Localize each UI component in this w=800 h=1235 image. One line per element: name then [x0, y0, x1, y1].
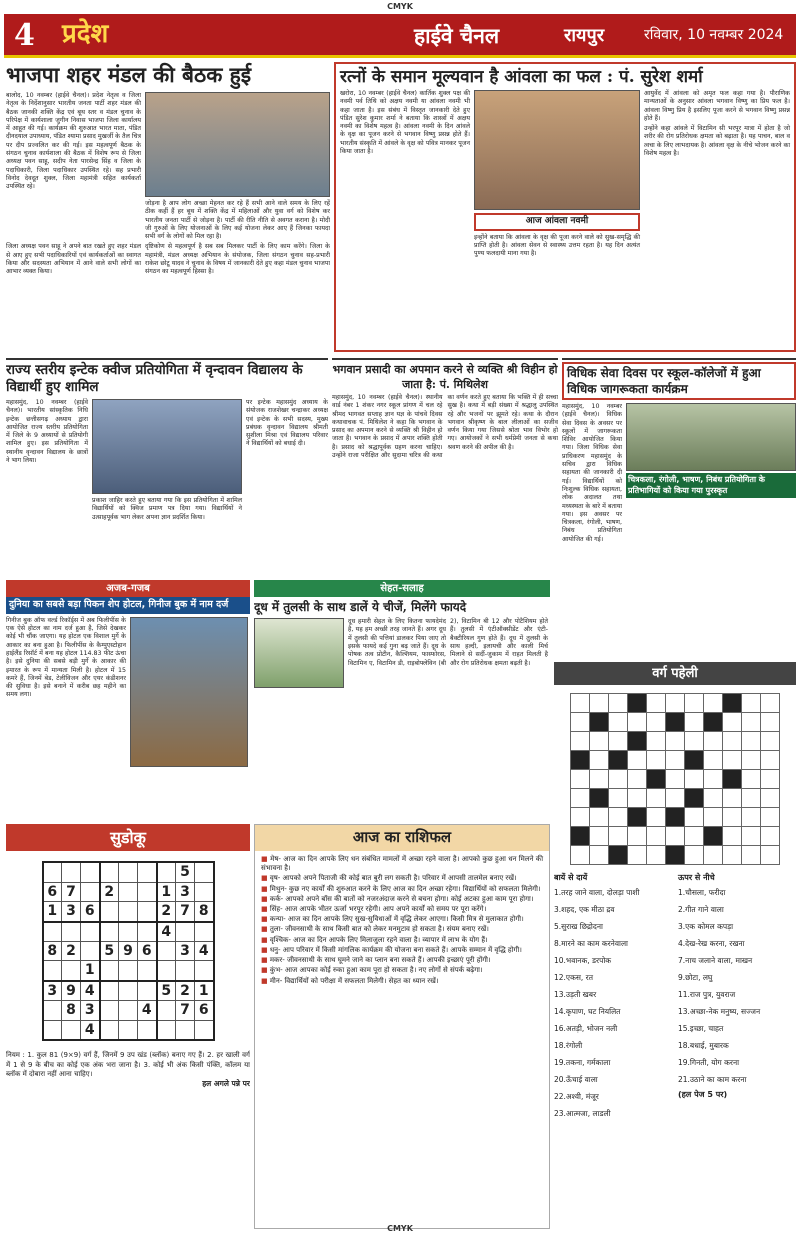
rashifal-section	[254, 824, 550, 1229]
crossword-cell	[647, 846, 666, 865]
sudoku-cell	[195, 961, 214, 981]
sudoku-cell: 1	[195, 981, 214, 1001]
rashi-item: ■ तुला- जीवनसाथी के साथ किसी बात को लेकर मनमुटाव हो सकता है। संयम बनाए रखें।	[261, 925, 543, 934]
crossword-cell	[685, 713, 704, 732]
sudoku-cell	[138, 882, 157, 901]
crossword-cell	[609, 808, 628, 827]
sudoku-cell: 4	[81, 981, 100, 1001]
rashi-item: ■ कन्या- आज का दिन आपके लिए सुख-सुविधाओं में वृद्धि लेकर आएगा। किसी मित्र से मुलाकात होगी।	[261, 915, 543, 924]
crossword-cell	[685, 751, 704, 770]
para: खरोरा, 10 नवम्बर (हाईवे चैनल) कार्तिक शुक्ल पक्ष की नवमी पर्व तिथि को अक्षय नवमी या आंवला नवमी भी कहा जाता है। इस संबंध में विस्तृत जानकारी देते हुए पंडित सुरेश कुमार शर्मा ने बताया कि शास्त्रों में अक्षय नवमी का विशेष महत्व है। आंवला नवमी के दिन आंवले के वृक्ष का पूजन करने से भगवान विष्णु प्रसन्न होते हैं। भारतीय संस्कृति में आंवले के वृक्ष को पवित्र मानकर पूजन किया जाता है।	[340, 90, 470, 156]
sudoku-cell	[43, 1001, 62, 1020]
crossword-cell	[685, 789, 704, 808]
crossword-cell	[609, 827, 628, 846]
crossword-cell	[761, 846, 780, 865]
crossword-clue: 3.शहद, एक मीठा द्रव	[554, 904, 615, 914]
crossword-cell	[761, 751, 780, 770]
sudoku-cell	[157, 1020, 176, 1040]
sudoku-cell	[176, 1020, 195, 1040]
sudoku-cell	[43, 922, 62, 942]
sudoku-cell: 6	[195, 1001, 214, 1020]
crossword-cell	[647, 732, 666, 751]
article-intach-quiz	[6, 358, 328, 576]
crossword-clue: 13.उड़ती खबर	[554, 989, 597, 999]
crossword-cell	[685, 808, 704, 827]
sudoku-cell: 8	[43, 941, 62, 960]
crossword-cell	[647, 751, 666, 770]
crossword-cell	[590, 732, 609, 751]
crossword-clue: 11.राज पुत्र, युवराज	[678, 989, 736, 999]
sudoku-cell: 9	[62, 981, 81, 1001]
crossword-cell	[723, 808, 742, 827]
sudoku-cell: 2	[157, 902, 176, 922]
headline: राज्य स्तरीय इन्टेक क्वीज प्रतियोगिता में वृन्दावन विद्यालय के विद्यार्थी हुए शामिल	[6, 362, 303, 395]
para: आयुर्वेद में आंवला को अमृत फल कहा गया है। पौराणिक मान्यताओं के अनुसार आंवला भगवान विष्णु का प्रिय फल है। आंवला विष्णु प्रिय है इसलिए पूजा करने से भगवान विष्णु प्रसन्न होते हैं।	[644, 90, 790, 122]
crossword-clue: 4.देख-रेख करना, रखना	[678, 938, 745, 948]
crossword-cell	[723, 732, 742, 751]
sudoku-cell: 6	[81, 902, 100, 922]
crossword-clue: 15.इच्छा, चाहत	[678, 1023, 724, 1033]
crossword-clue: 7.नाच जलाने वाला, माखन	[678, 955, 753, 965]
crossword-clue: 22.अश्वी, मंजूर	[554, 1091, 599, 1101]
crossword-cell	[723, 751, 742, 770]
para: पर इन्टेक महासमुंद अध्याय के संयोजक राजशेखर चन्द्राकर अध्यक्ष एवं इन्टेक के सभी सदस्य, मुख्य प्रबंधक वृन्दावन विद्यालय श्रीमती सुशीला मिश्रा एवं विद्यालय परिवार ने विद्यार्थियों को बधाई दी।	[246, 399, 328, 448]
crossword-cell	[647, 808, 666, 827]
rashi-item: ■ कुंभ- आज आपका कोई रुका हुआ काम पूरा हो सकता है। नए लोगों से संपर्क बढ़ेगा।	[261, 966, 543, 975]
crossword-cell	[704, 694, 723, 713]
crossword-cell	[571, 694, 590, 713]
sudoku-cell	[100, 961, 119, 981]
sudoku-cell: 8	[62, 1001, 81, 1020]
crossword-section	[554, 662, 796, 1229]
sudoku-cell	[43, 1020, 62, 1040]
sudoku-footer: हल अगले पन्ने पर	[202, 1079, 250, 1089]
crossword-cell	[609, 713, 628, 732]
sudoku-cell: 2	[100, 882, 119, 901]
crossword-clue: 8.मारने का काम करनेवाला	[554, 938, 628, 948]
sudoku-cell: 2	[176, 981, 195, 1001]
sudoku-cell	[81, 941, 100, 960]
sudoku-cell: 6	[43, 882, 62, 901]
crossword-clue: 19.तकना, गर्मकाला	[554, 1057, 611, 1067]
crossword-cell	[666, 732, 685, 751]
sudoku-cell	[119, 961, 138, 981]
sudoku-cell	[138, 902, 157, 922]
sudoku-cell	[119, 981, 138, 1001]
sudoku-cell	[119, 1020, 138, 1040]
para: जोड़ना है आप लोग अच्छा मेहनत कर रहे हैं सभी आने वाले समय के लिए रहें ठीक कहीं हैं हर बूथ में शक्ति केंद्र में महिलाओं और युवा वर्ग को विशेष कर भारतीय जनता पार्टी से जोड़ना है। पार्टी की रीति नीति से अवगत कराना है। मोदी जी गुरुओं के लिए योजनाओं के लिए कई योजना लेकर आए हैं जिनका फायदा सभी वर्ग के लोगों को मिल रहा है।	[145, 200, 330, 241]
crossword-cell	[590, 808, 609, 827]
crossword-cell	[666, 713, 685, 732]
school-photo	[626, 403, 796, 471]
sudoku-cell: 7	[62, 882, 81, 901]
sudoku-title: सुडोकू	[6, 824, 250, 851]
headline: भाजपा शहर मंडल की बैठक हुई	[6, 62, 252, 87]
rashifal-list	[255, 851, 549, 991]
para: महासमुंद, 10 नवम्बर (हाईवे चैनल)। विधिक सेवा दिवस के अवसर पर स्कूलों में जागरूकता शिविर आयोजित किया गया। जिला विधिक सेवा प्राधिकरण महासमुंद के सचिव द्वारा विधिक सहायता की जानकारी दी गई। विद्यार्थियों को निःशुल्क विधिक सहायता, लोक अदालत तथा मध्यस्थता के बारे में बताया गया। इस अवसर पर चित्रकला, रंगोली, भाषण, निबंध प्रतियोगिता आयोजित की गई।	[562, 403, 622, 543]
crossword-cell	[761, 770, 780, 789]
crossword-cell	[704, 713, 723, 732]
crossword-cell	[704, 846, 723, 865]
sudoku-cell	[138, 922, 157, 942]
sudoku-cell: 3	[81, 1001, 100, 1020]
crossword-clue: 18.बधाई, मुबारक	[678, 1040, 729, 1050]
crossword-clue: 13.अच्छा-नेक मनुष्य, सज्जन	[678, 1006, 761, 1016]
crossword-cell	[723, 827, 742, 846]
sudoku-cell	[138, 981, 157, 1001]
city: रायपुर	[564, 25, 605, 46]
crossword-cell	[704, 827, 723, 846]
sudoku-cell	[176, 922, 195, 942]
headline: भगवान प्रसादी का अपमान करने से व्यक्ति श्री विहीन हो जाता है: पं. मिथिलेश	[332, 363, 558, 391]
crossword-title: वर्ग पहेली	[554, 662, 796, 685]
crossword-cell	[704, 808, 723, 827]
headline: दूध में तुलसी के साथ डालें ये चीजें, मिलेंगे फायदे	[254, 600, 467, 615]
page-number: 4	[14, 18, 35, 53]
article-sehat-salah	[254, 580, 550, 820]
para: बालोद, 10 नवम्बर (हाईवे चैनल)। प्रदेश नेतृत्व व जिला नेतृत्व के निर्देशानुसार भारतीय जनता पार्टी शहर मंडल की बैठक जानकी शक्ति केंद्र एवं बूथ स्तर व मंडल चुनाव के परिपेक्ष में कार्यशाला जुगीन निवास भाजपा जिला कार्यालय में आहूत की गई। कार्यक्रम की शुरुआत भारत माता, पंडित दीनदयाल उपाध्याय, पंडित श्यामा प्रसाद मुखर्जी के तैल चित्र पर दीप प्रज्वलित कर की गई। इस महत्वपूर्ण बैठक के संगठन चुनाव कार्यशाला की बैठक में विशेष रूप से जिला अध्यक्ष पवन साहू, सदीप नेता पारसेन्द्र सिंह व जिला के पदाधिकारी, जिला पदाधिकार उपस्थित रहे। सह प्रभारी विनोद देवदूत शुक्ल, जिला महामंत्री सहित कार्यकर्ता उपस्थित रहे।	[6, 92, 141, 191]
article-bjp-meeting	[6, 62, 330, 352]
rashi-item: ■ कर्क- आपको अपने बॉस की बातों को नजरअंदाज करने से बचना होगा। कोई अटका हुआ काम पूरा होगा।	[261, 895, 543, 904]
crossword-grid	[570, 693, 780, 865]
section-title: प्रदेश	[62, 19, 109, 49]
brand-logo: हाईवे चैनल	[414, 23, 500, 48]
crossword-cell	[628, 694, 647, 713]
sudoku-cell	[62, 862, 81, 882]
sudoku-cell	[138, 961, 157, 981]
rashi-item: ■ वृश्चिक- आज का दिन आपके लिए मिलाजुला रहने वाला है। व्यापार में लाभ के योग हैं।	[261, 936, 543, 945]
rashi-item: ■ धनु- आप परिवार में किसी मांगलिक कार्यक्रम की योजना बना सकते हैं। आपके सम्मान में वृद्धि होगी।	[261, 946, 543, 955]
sudoku-cell	[119, 902, 138, 922]
crossword-cell	[628, 827, 647, 846]
sudoku-cell: 7	[176, 1001, 195, 1020]
crossword-clue: 19.गिनती, योग करना	[678, 1057, 740, 1067]
rashi-item: ■ सिंह- आज आपके भीतर ऊर्जा भरपूर रहेगी। आप अपने कार्यों को समय पर पूरा करेंगे।	[261, 905, 543, 914]
sudoku-cell	[119, 1001, 138, 1020]
crossword-cell	[590, 789, 609, 808]
headline: दुनिया का सबसे बड़ा पिकन शेप होटल, गिनीज बुक में नाम दर्ज	[6, 597, 250, 614]
para: दृष्टिकोण से महत्वपूर्ण है सब सब मिलकर पार्टी के लिए काम करेंगे। जिला के महामंत्री, मंडल अध्यक्ष अभियान के संयोजक, जिला संगठन चुनाव सह-प्रभारी राकेश छोटू यादव ने चुनाव के विषय में जानकारी देते हुए कहा मंडल चुनाव भाजपा संगठन का महत्वपूर्ण हिस्सा है।	[145, 243, 330, 276]
crossword-cell	[761, 732, 780, 751]
crossword-cell	[685, 732, 704, 751]
crossword-cell	[628, 713, 647, 732]
hotel-photo	[130, 617, 248, 767]
crossword-cell	[666, 770, 685, 789]
sudoku-cell	[138, 862, 157, 882]
sudoku-cell	[43, 961, 62, 981]
rashi-item: ■ वृष- आपको अपने पिताजी की कोई बात बुरी लग सकती है। परिवार में आपसी तालमेल बनाए रखें।	[261, 874, 543, 883]
crossword-cell	[742, 789, 761, 808]
crossword-cell	[590, 770, 609, 789]
sudoku-cell	[195, 882, 214, 901]
crossword-cell	[704, 732, 723, 751]
crossword-clue: 3.एक कोमल कपड़ा	[678, 921, 734, 931]
crossword-cell	[647, 713, 666, 732]
crossword-clue: 10.भवानक, डरपोक	[554, 955, 612, 965]
crossword-cell	[571, 713, 590, 732]
article-legal-awareness	[562, 358, 796, 576]
crossword-clue: 9.छोटा, लघु	[678, 972, 713, 982]
crossword-cell	[742, 846, 761, 865]
crossword-cell	[590, 846, 609, 865]
crossword-cell	[666, 751, 685, 770]
crossword-cell	[723, 694, 742, 713]
crossword-cell	[628, 770, 647, 789]
crossword-cell	[666, 789, 685, 808]
crossword-cell	[571, 846, 590, 865]
crossword-cell	[723, 789, 742, 808]
crossword-cell	[742, 732, 761, 751]
crossword-clue: 20.ऊँचाई वाला	[554, 1074, 598, 1084]
crossword-cell	[723, 846, 742, 865]
crossword-clue: 1.चौसला, फरीदा	[678, 887, 726, 897]
crossword-cell	[609, 789, 628, 808]
cmyk-mark-bottom: CMYK	[387, 1224, 413, 1233]
crossword-cell	[742, 751, 761, 770]
para: महासमुंद, 10 नवम्बर (हाईवे चैनल)। स्थानीय वार्ड नंबर 1 शंकर नगर स्कूल प्रांगण में चल रहे श्रीमद भागवत सप्ताह ज्ञान यज्ञ के पांचवे दिवस कथावाचक पं. मिथिलेश ने कहा कि भगवान के प्रसाद का अपमान करने से व्यक्ति श्री विहीन हो जाता है। भगवान के प्रसाद में अपार शक्ति होती है। प्रसाद को श्रद्धापूर्वक ग्रहण करना चाहिए। उन्होंने राजा परीक्षित और सुदामा चरित्र की कथा का वर्णन करते हुए बताया कि भक्ति में ही सच्चा सुख है। कथा में बड़ी संख्या में श्रद्धालु उपस्थित रहे और भजनों पर झूमते रहे। कथा के दौरान भगवान श्रीकृष्ण के बाल लीलाओं का सजीव वर्णन किया गया जिससे श्रोता भाव विभोर हो गए। आयोजकों ने सभी धर्मप्रेमी जनता से कथा श्रवण करने की अपील की है।	[332, 394, 558, 460]
crossword-clue: 21.उठाने का काम करना	[678, 1074, 747, 1084]
para: गिनीज बुक ऑफ वर्ल्ड रिकॉर्ड्स में अब फिलीपींस के एक ऐसे होटल का नाम दर्ज हुआ है, जिसे देखकर कोई भी चौंक जाएगा। यह होटल एक विशाल मुर्गे के आकार का बना हुआ है। फिलीपींस के कैम्पुएस्टोहान हाईलैंड रिसॉर्ट में बना यह होटल 114.83 फीट ऊंचा है। इसे दुनिया की सबसे बड़ी मुर्गे के आकार की इमारत के रूप में मान्यता मिली है। होटल में 15 कमरे हैं, जिनमें बेड, टेलीविजन और एयर कंडीशनर की सुविधा है। इसे बनाने में करीब छह महीने का समय लगा।	[6, 616, 126, 699]
sudoku-cell: 7	[176, 902, 195, 922]
down-title: ऊपर से नीचे	[678, 873, 715, 883]
para: उन्होंने कहा आंवले में विटामिन सी भरपूर मात्रा में होता है जो शरीर की रोग प्रतिरोधक क्षमता को बढ़ाता है। यह पाचन, बाल व त्वचा के लिए लाभदायक है। आंवला वृक्ष के नीचे भोजन करने का विशेष महत्व है।	[644, 125, 790, 158]
sudoku-cell: 2	[62, 941, 81, 960]
crossword-cell	[609, 694, 628, 713]
sudoku-rules: नियम : 1. कुल 81 (9×9) वर्ग हैं, जिनमें 9 उप खंड (ब्लॉक) बनाए गए हैं। 2. हर खाली वर्ग में 1 से 9 के बीच का कोई एक अंक भरा जाना है। 3. कोई भी अंक किसी पंक्ति, कॉलम या ब्लॉक में दोबारा नहीं आना चाहिए।	[6, 1051, 250, 1078]
sudoku-cell: 5	[176, 862, 195, 882]
sudoku-cell: 4	[157, 922, 176, 942]
crossword-cell	[761, 827, 780, 846]
crossword-cell	[628, 732, 647, 751]
sudoku-cell: 5	[100, 941, 119, 960]
sudoku-cell	[100, 922, 119, 942]
sudoku-cell	[195, 1020, 214, 1040]
crossword-clue: 23.आत्मजा, लाडली	[554, 1108, 611, 1118]
crossword-cell	[571, 789, 590, 808]
crossword-cell	[647, 694, 666, 713]
crossword-cell	[761, 808, 780, 827]
crossword-cell	[609, 751, 628, 770]
section-band: अजब-गजब	[6, 580, 250, 597]
section-band: सेहत-सलाह	[254, 580, 550, 597]
crossword-clue: 16.अतड़ी, भोजन नली	[554, 1023, 618, 1033]
rashi-item: ■ मीन- विद्यार्थियों को परीक्षा में सफलता मिलेगी। सेहत का ध्यान रखें।	[261, 977, 543, 986]
sudoku-cell: 1	[43, 902, 62, 922]
crossword-cell	[666, 827, 685, 846]
crossword-cell	[609, 770, 628, 789]
sudoku-cell	[138, 1020, 157, 1040]
masthead	[4, 14, 796, 58]
crossword-cell	[647, 827, 666, 846]
students-photo	[92, 399, 242, 494]
sudoku-cell	[81, 862, 100, 882]
crossword-clue: 14.कृपाण, घट नियलित	[554, 1006, 621, 1016]
crossword-clue: 2.गीत गाने वाला	[678, 904, 724, 914]
crossword-cell	[723, 770, 742, 789]
sudoku-cell	[176, 961, 195, 981]
crossword-cell	[628, 751, 647, 770]
crossword-clue: 5.सुराख छिद्रोदना	[554, 921, 603, 931]
crossword-cell	[666, 808, 685, 827]
sudoku-cell: 3	[176, 941, 195, 960]
crossword-cell	[666, 694, 685, 713]
crossword-cell	[571, 770, 590, 789]
sudoku-cell	[43, 862, 62, 882]
crossword-clue: 12.एकस, रत	[554, 972, 594, 982]
sudoku-cell: 3	[176, 882, 195, 901]
crossword-cell	[571, 732, 590, 751]
photo-caption: आज आंवला नवमी	[474, 213, 640, 231]
sudoku-cell	[100, 862, 119, 882]
sudoku-cell: 4	[81, 1020, 100, 1040]
sudoku-cell	[195, 862, 214, 882]
sudoku-cell	[81, 922, 100, 942]
crossword-cell	[742, 770, 761, 789]
sudoku-cell	[157, 941, 176, 960]
crossword-cell	[761, 789, 780, 808]
sudoku-cell	[62, 922, 81, 942]
crossword-cell	[628, 808, 647, 827]
sudoku-cell: 6	[138, 941, 157, 960]
headline: रत्नों के समान मूल्यवान है आंवला का फल : पं. सुरेश शर्मा	[340, 67, 703, 87]
crossword-cell	[609, 732, 628, 751]
sudoku-cell	[62, 961, 81, 981]
crossword-cell	[628, 789, 647, 808]
crossword-cell	[723, 713, 742, 732]
para: इन्होंने बताया कि आंवला के वृक्ष की पूजा करने वाले को सुख-समृद्धि की प्राप्ति होती है। आंवला सेवन से स्वास्थ्य उत्तम रहता है। यह दिन अत्यंत पुण्य फलदायी माना गया है।	[474, 233, 640, 258]
crossword-cell	[704, 751, 723, 770]
sudoku-cell	[81, 882, 100, 901]
sudoku-cell: 4	[138, 1001, 157, 1020]
cmyk-mark: CMYK	[387, 2, 413, 11]
article-amla	[334, 62, 796, 352]
sudoku-cell: 4	[195, 941, 214, 960]
milk-photo	[254, 618, 344, 688]
crossword-cell	[742, 713, 761, 732]
para: दूध हमारी सेहत के लिए कितना फायदेमंद है, यह हम अच्छी तरह जानते हैं। अगर दूध में तुलसी की पत्तियां डालकर पिया जाए तो इसके फायदे कई गुना बढ़ जाते हैं। दूध के पोषक तत्व प्रोटीन, कैल्शियम, फास्फोरस, विटामिन ए, विटामिन डी, राइबोफ्लेविन (बी 2), विटामिन बी 12 और पोटैशियम होते हैं। तुलसी में एंटीऑक्सीडेंट और एंटी-बैक्टीरियल गुण होते हैं। दूध में तुलसी के साथ हल्दी, इलायची और काली मिर्च मिलाने से सर्दी-जुकाम में राहत मिलती है और रोग प्रतिरोधक क्षमता बढ़ती है।	[348, 618, 548, 667]
sudoku-cell	[157, 961, 176, 981]
crossword-cell	[628, 846, 647, 865]
crossword-cell	[647, 770, 666, 789]
crossword-cell	[742, 808, 761, 827]
sudoku-cell	[100, 902, 119, 922]
crossword-cell	[742, 694, 761, 713]
crossword-cell	[590, 694, 609, 713]
across-title: बायें से दायें	[554, 873, 588, 883]
pandit-photo	[474, 90, 640, 210]
date: रविवार, 10 नवम्बर 2024	[644, 27, 784, 43]
crossword-cell	[571, 751, 590, 770]
sudoku-cell	[100, 1020, 119, 1040]
crossword-cell	[590, 827, 609, 846]
sudoku-cell	[119, 862, 138, 882]
sudoku-cell	[119, 882, 138, 901]
headline: विधिक सेवा दिवस पर स्कूल-कॉलेजों में हुआ विधिक जागरूकता कार्यक्रम	[562, 362, 796, 400]
sudoku-cell: 3	[43, 981, 62, 1001]
rashifal-title: आज का राशिफल	[255, 825, 549, 851]
crossword-cell	[666, 846, 685, 865]
crossword-clue: 18.रंगोली	[554, 1040, 583, 1050]
crossword-cell	[685, 694, 704, 713]
crossword-cell	[571, 827, 590, 846]
crossword-cell	[704, 770, 723, 789]
crossword-clue: 1.तरह जाने वाला, दोलड़ा पाशी	[554, 887, 640, 897]
crossword-cell	[685, 846, 704, 865]
sudoku-cell	[100, 981, 119, 1001]
crossword-cell	[704, 789, 723, 808]
crossword-cell	[761, 694, 780, 713]
sudoku-cell: 1	[81, 961, 100, 981]
crossword-answer-note: (हल पेज 5 पर)	[678, 1089, 728, 1099]
rashi-item: ■ मिथुन- कुछ नए कार्यों की शुरुआत करने के लिए आज का दिन अच्छा रहेगा। विद्यार्थियों को सफलता मिलेगी।	[261, 885, 543, 894]
article-ajab-gajab	[6, 580, 250, 820]
crossword-cell	[761, 713, 780, 732]
sudoku-grid	[42, 861, 215, 1041]
crossword-cell	[685, 770, 704, 789]
sudoku-cell	[100, 1001, 119, 1020]
sudoku-cell: 3	[62, 902, 81, 922]
sudoku-cell: 8	[195, 902, 214, 922]
sudoku-cell	[157, 862, 176, 882]
sudoku-cell	[62, 1020, 81, 1040]
sudoku-cell: 1	[157, 882, 176, 901]
crossword-cell	[590, 713, 609, 732]
meeting-photo	[145, 92, 330, 197]
sudoku-cell: 5	[157, 981, 176, 1001]
rashi-item: ■ मकर- जीवनसाथी के साथ घूमने जाने का प्लान बना सकते हैं। आपकी इच्छाएं पूरी होंगी।	[261, 956, 543, 965]
sudoku-cell	[195, 922, 214, 942]
sudoku-section	[6, 824, 250, 1229]
article-bhagwat-katha	[332, 358, 558, 576]
sudoku-cell	[157, 1001, 176, 1020]
sudoku-cell	[119, 922, 138, 942]
para: प्रकाश जाहिर करते हुए बताया गया कि इस प्रतियोगिता में शामिल विद्यार्थियों को क्विज प्रमाण पत्र दिया गया। विद्यार्थियों ने उत्साहपूर्वक भाग लेकर अपना ज्ञान प्रदर्शित किया।	[92, 497, 242, 521]
crossword-cell	[685, 827, 704, 846]
award-banner: चित्रकला, रंगोली, भाषण, निबंध प्रतियोगिता के प्रतिभागियों को किया गया पुरस्कृत	[626, 473, 796, 498]
crossword-cell	[571, 808, 590, 827]
crossword-cell	[590, 751, 609, 770]
para: जिला अध्यक्ष पवन साहू ने अपने बात रखते हुए शहर मंडल से आए हुए सभी पदाधिकारियों एवं कार्यकर्ताओं का स्वागत किया और सदस्यता अभियान में आने वाले सभी लोगों का आभार व्यक्त किया।	[6, 243, 141, 276]
para: महासमुंद, 10 नवम्बर (हाईवे चैनल)। भारतीय सांस्कृतिक निधि इन्टेक छत्तीसगढ़ अध्याय द्वारा आयोजित राज्य स्तरीय प्रतियोगिता में जिले के 9 अध्यायों से प्रतियोगी शामिल हुए। इस प्रतियोगिता में स्थानीय वृन्दावन विद्यालय के छात्रों ने भाग लिया।	[6, 399, 88, 465]
crossword-cell	[609, 846, 628, 865]
rashi-item: ■ मेष- आज का दिन आपके लिए धन संबंधित मामलों में अच्छा रहने वाला है। आपको कुछ हुआ धन मिलने की संभावना है।	[261, 855, 543, 873]
crossword-cell	[742, 827, 761, 846]
sudoku-cell: 9	[119, 941, 138, 960]
crossword-cell	[647, 789, 666, 808]
